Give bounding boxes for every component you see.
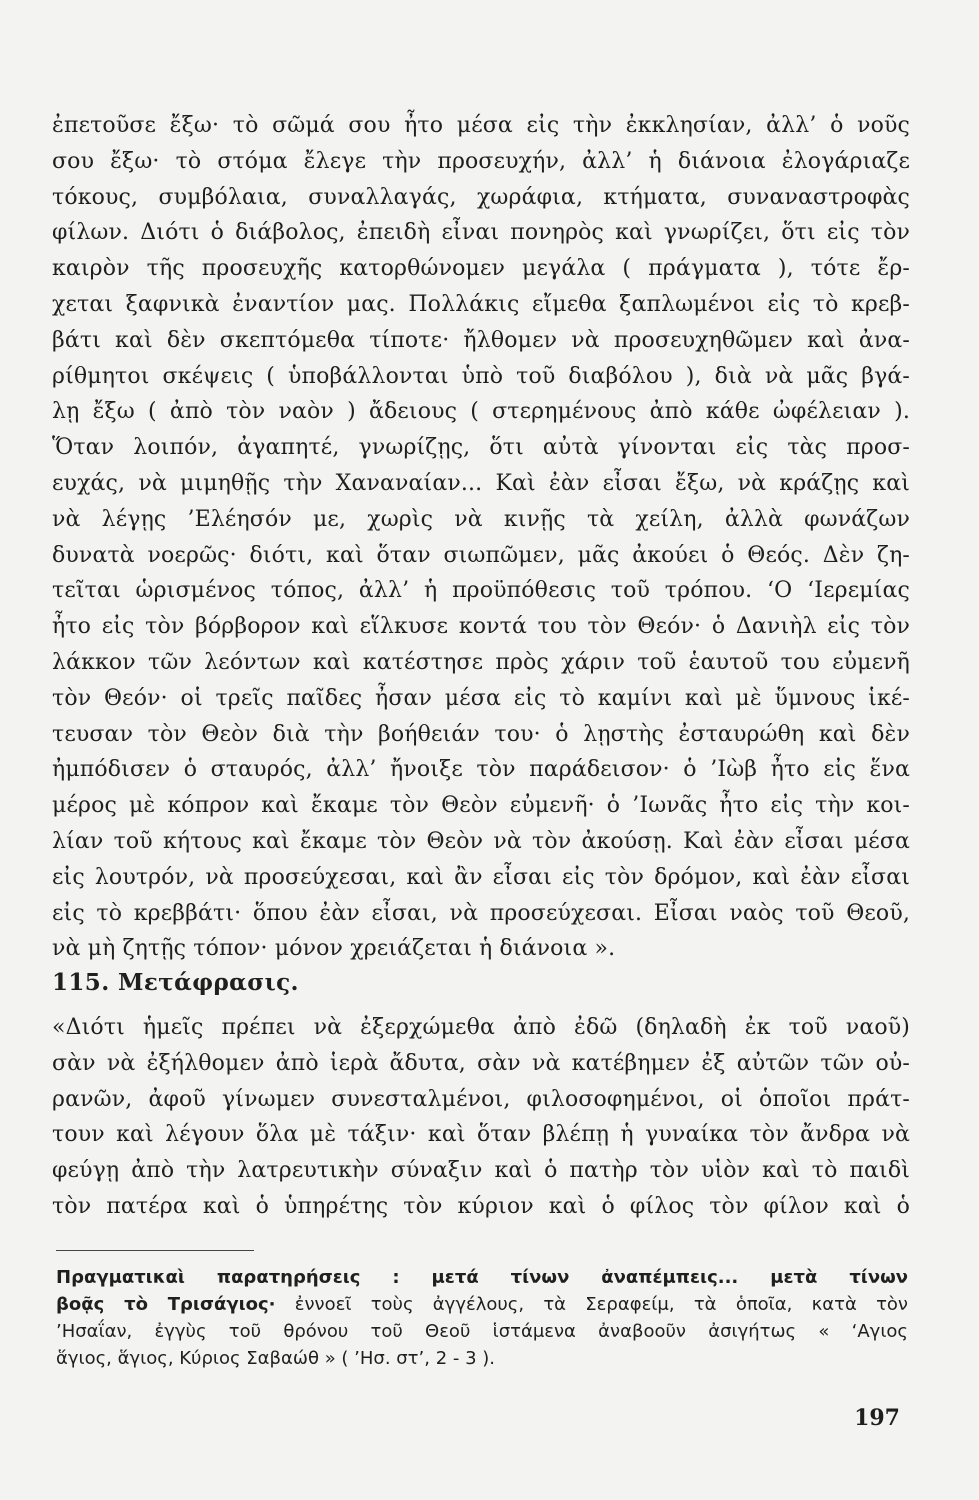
text-line: σου ἔξω· τὸ στόμα ἔλεγε τὴν προσευχήν, ἀλλ’ ἡ διάνοια ἐλογάριαζε — [52, 148, 910, 174]
page-number: 197 — [854, 1405, 900, 1431]
section-text-block — [52, 1010, 910, 1225]
text-line: ρίθμητοι σκέψεις ( ὑποβάλλονται ὑπὸ τοῦ διαβόλου ), διὰ νὰ μᾶς βγά- — [52, 363, 910, 389]
text-line: σὰν νὰ ἐξήλθομεν ἀπὸ ἱερὰ ἄδυτα, σὰν νὰ κατέβημεν ἐξ αὐτῶν τῶν οὐ- — [52, 1050, 910, 1076]
text-line: εἰς τὸ κρεββάτι· ὅπου ἐὰν εἶσαι, νὰ προσεύχεσαι. Εἶσαι ναὸς τοῦ Θεοῦ, — [52, 900, 910, 926]
text-line: καιρὸν τῆς προσευχῆς κατορθώνομεν μεγάλα ( πράγματα ), τότε ἔρ- — [52, 256, 910, 282]
footnote-emphasis: βοᾷς τὸ Τρισάγιος· — [56, 1294, 276, 1315]
text-line: φίλων. Διότι ὁ διάβολος, ἐπειδὴ εἶναι πονηρὸς καὶ γνωρίζει, ὅτι εἰς τὸν — [52, 220, 910, 246]
text-line: τουν καὶ λέγουν ὅλα μὲ τάξιν· καὶ ὅταν βλέπῃ ἡ γυναίκα τὸν ἄνδρα νὰ — [52, 1122, 910, 1148]
text-line: τόκους, συμβόλαια, συναλλαγάς, χωράφια, κτήματα, συναναστροφὰς — [52, 184, 910, 210]
section-heading: 115. Μετάφρασις. — [52, 969, 299, 996]
text-line: λῃ ἔξω ( ἀπὸ τὸν ναὸν ) ἄδειους ( στερημένους ἀπὸ κάθε ὠφέλειαν ). — [52, 399, 910, 425]
text-line: «Διότι ἡμεῖς πρέπει νὰ ἐξερχώμεθα ἀπὸ ἐδῶ (δηλαδὴ ἐκ τοῦ ναοῦ) — [52, 1015, 910, 1040]
footnote-line: Πραγματικαὶ παρατηρήσεις : μετά τίνων ἀναπέμπεις... μετὰ τίνων — [56, 1267, 908, 1288]
text-line: ἦτο εἰς τὸν βόρβορον καὶ εἵλκυσε κοντά του τὸν Θεόν· ὁ Δανιὴλ εἰς τὸν — [52, 614, 910, 640]
text-line: χεται ξαφνικὰ ἐναντίον μας. Πολλάκις εἴμεθα ξαπλωμένοι εἰς τὸ κρεβ- — [52, 291, 910, 317]
text-line: Ὅταν λοιπόν, ἀγαπητέ, γνωρίζῃς, ὅτι αὐτὰ γίνονται εἰς τὰς προσ- — [52, 435, 910, 461]
main-text-block — [52, 108, 910, 967]
text-line: νὰ μὴ ζητῇς τόπον· μόνον χρειάζεται ἡ διάνοια ». — [52, 936, 616, 962]
text-line: φεύγῃ ἀπὸ τὴν λατρευτικὴν σύναξιν καὶ ὁ πατὴρ τὸν υἱὸν καὶ τὸ παιδὶ — [52, 1158, 910, 1184]
text-line: τὸν πατέρα καὶ ὁ ὑπηρέτης τὸν κύριον καὶ ὁ φίλος τὸν φίλον καὶ ὁ — [52, 1193, 910, 1219]
footnote-divider — [56, 1250, 254, 1251]
text-line: δυνατὰ νοερῶς· διότι, καὶ ὅταν σιωπῶμεν, μᾶς ἀκούει ὁ Θεός. Δὲν ζη- — [52, 542, 910, 568]
text-line: ἐπετοῦσε ἔξω· τὸ σῶμά σου ἦτο μέσα εἰς τὴν ἐκκλησίαν, ἀλλ’ ὁ νοῦς — [52, 113, 910, 138]
text-line: βάτι καὶ δὲν σκεπτόμεθα τίποτε· ἤλθομεν νὰ προσευχηθῶμεν καὶ ἀνα- — [52, 327, 910, 353]
footnote-block — [56, 1264, 908, 1372]
text-line: μέρος μὲ κόπρον καὶ ἔκαμε τὸν Θεὸν εὐμενῆ· ὁ ’Ιωνᾶς ἦτο εἰς τὴν κοι- — [52, 793, 910, 819]
text-line: ευχάς, νὰ μιμηθῇς τὴν Χαναναίαν... Καὶ ἐὰν εἶσαι ἔξω, νὰ κράζῃς καὶ — [52, 470, 910, 496]
text-line: εἰς λουτρόν, νὰ προσεύχεσαι, καὶ ἂν εἶσαι εἰς τὸν δρόμον, καὶ ἐὰν εἶσαι — [52, 864, 910, 890]
text-line: λάκκον τῶν λεόντων καὶ κατέστησε πρὸς χάριν τοῦ ἑαυτοῦ του εὐμενῆ — [52, 649, 910, 675]
text-line: νὰ λέγῃς ’Ελέησόν με, χωρὶς νὰ κινῇς τὰ χείλη, ἀλλὰ φωνάζων — [52, 506, 910, 532]
footnote-text: ἐννοεῖ τοὺς ἀγγέλους, τὰ Σεραφείμ, τὰ ὁποῖα, κατὰ τὸν — [275, 1294, 908, 1315]
text-line: τὸν Θεόν· οἱ τρεῖς παῖδες ἦσαν μέσα εἰς τὸ καμίνι καὶ μὲ ὕμνους ἱκέ- — [52, 685, 910, 711]
text-line: ἠμπόδισεν ὁ σταυρός, ἀλλ’ ἤνοιξε τὸν παράδεισον· ὁ ’Ιὼβ ἦτο εἰς ἕνα — [52, 757, 910, 783]
text-line: λίαν τοῦ κήτους καὶ ἔκαμε τὸν Θεὸν νὰ τὸν ἀκούσῃ. Καὶ ἐὰν εἶσαι μέσα — [52, 828, 910, 854]
text-line: τευσαν τὸν Θεὸν διὰ τὴν βοήθειάν του· ὁ λῃστὴς ἐσταυρώθη καὶ δὲν — [52, 721, 910, 747]
footnote-line — [56, 1291, 908, 1318]
footnote-line: ’Ησαΐαν, ἐγγὺς τοῦ θρόνου τοῦ Θεοῦ ἱστάμενα ἀναβοοῦν ἀσιγήτως « ‘Αγιος — [56, 1321, 908, 1342]
footnote-line: ἅγιος, ἅγιος, Κύριος Σαβαώθ » ( ’Ησ. στ’, 2 - 3 ). — [56, 1348, 495, 1369]
text-line: ρανῶν, ἀφοῦ γίνωμεν συνεσταλμένοι, φιλοσοφημένοι, οἱ ὁποῖοι πράτ- — [52, 1086, 910, 1112]
text-line: τεῖται ὡρισμένος τόπος, ἀλλ’ ἡ προϋπόθεσις τοῦ τρόπου. ‘Ο ‘Ιερεμίας — [52, 578, 910, 604]
